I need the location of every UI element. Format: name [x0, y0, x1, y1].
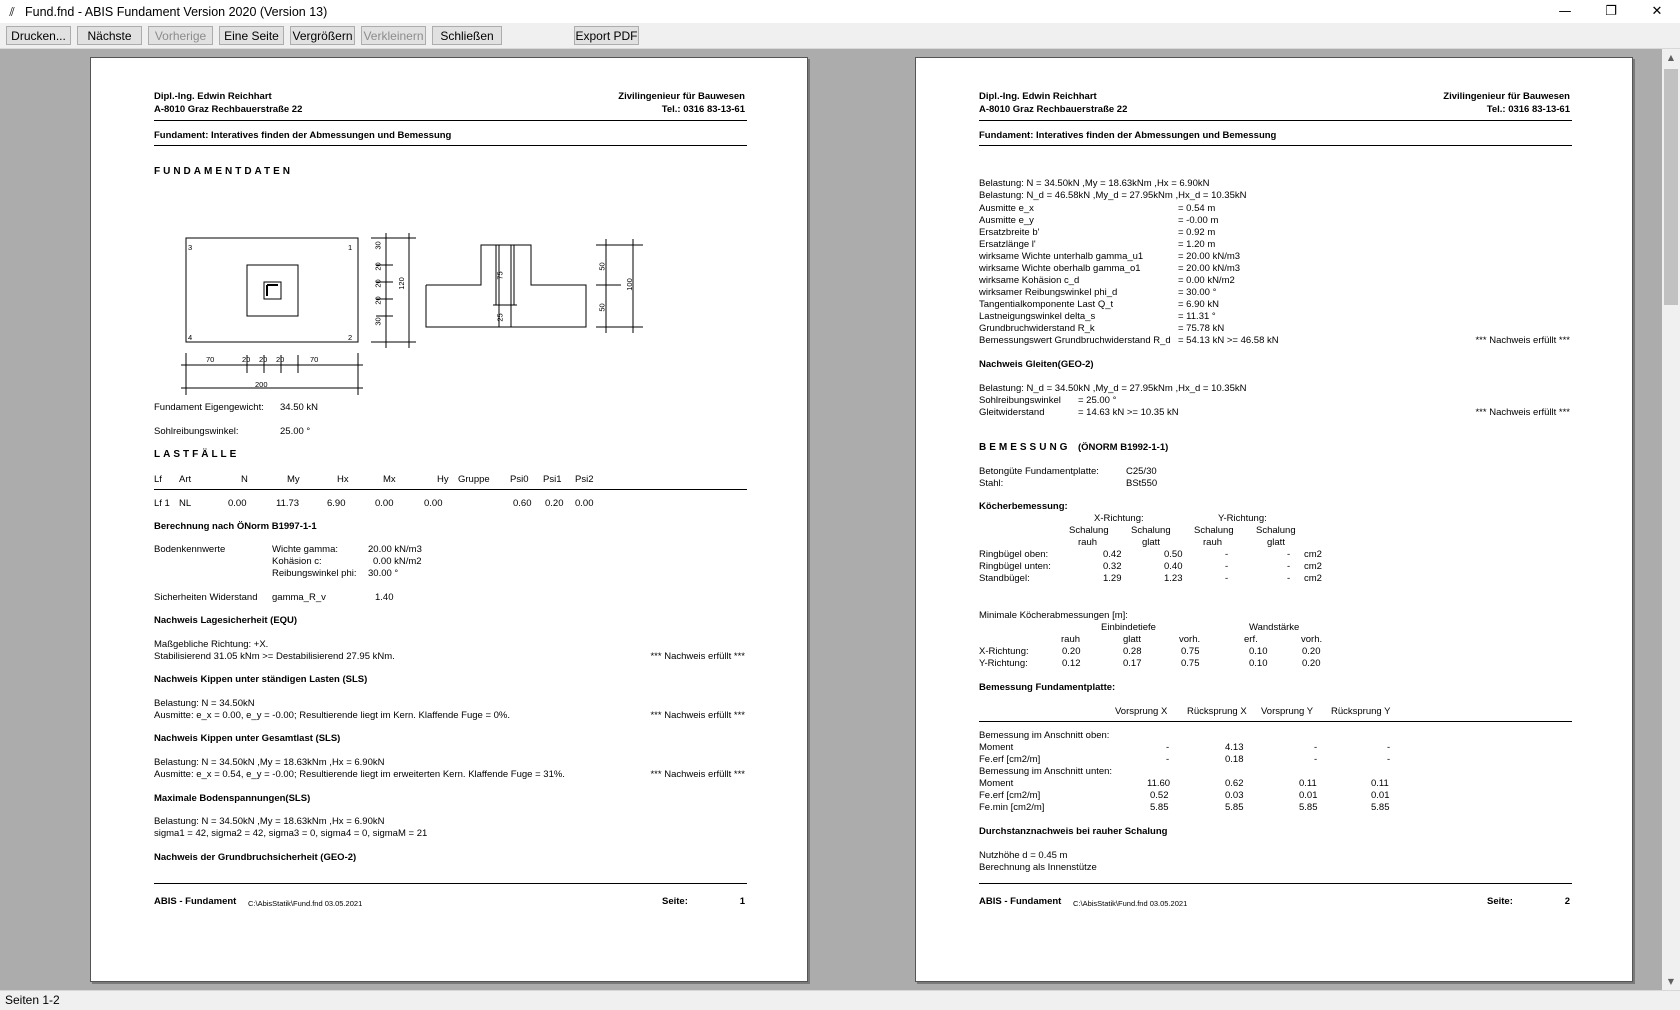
bfp-header-vy: Vorsprung Y: [1261, 706, 1314, 717]
boden-label: Bodenkennwerte: [154, 544, 226, 555]
lf-cell-hx: 6.90: [327, 498, 346, 509]
koecher-title: Köcherbemessung:: [979, 501, 1068, 512]
header-name: Dipl.-Ing. Edwin Reichhart: [154, 91, 272, 102]
lf-header-lf: Lf: [154, 474, 162, 485]
reibung-value: 30.00 °: [368, 568, 399, 579]
lf-cell-mx: 0.00: [375, 498, 394, 509]
param-label: Ersatzlänge l': [979, 239, 1036, 250]
previous-page-button[interactable]: Vorherige: [148, 26, 213, 45]
footer-page-number: 1: [739, 896, 745, 907]
footer-path: C:\AbisStatik\Fund.fnd 03.05.2021: [1073, 899, 1188, 908]
sicherheit-value: 1.40: [375, 592, 394, 603]
stahl-value: BSt550: [1126, 478, 1158, 489]
corner-label-4: 4: [188, 333, 193, 342]
section-dim-25: 25: [495, 313, 505, 322]
lf-header-art: Art: [179, 474, 192, 485]
param-value: = 20.00 kN/m3: [1178, 251, 1241, 262]
lf-cell-psi1: 0.20: [545, 498, 564, 509]
close-preview-button[interactable]: Schließen: [432, 26, 502, 45]
param-value: = 30.00 °: [1178, 287, 1217, 298]
preview-viewport[interactable]: [0, 49, 1662, 990]
dim-v-2: 20: [373, 262, 383, 271]
dim-h-2: 20: [242, 355, 251, 364]
vertical-scrollbar[interactable]: [1662, 49, 1680, 990]
lf-cell-lf: Lf 1: [154, 498, 170, 509]
scroll-down-icon[interactable]: ▼: [1667, 977, 1675, 986]
bemessung-norm: (ÖNORM B1992-1-1): [1078, 442, 1169, 453]
scrollbar-thumb[interactable]: [1664, 69, 1678, 305]
dim-h-3: 20: [259, 355, 268, 364]
koecher-row-label: Ringbügel oben:: [979, 549, 1049, 560]
bodenspannung-line-1: Belastung: N = 34.50kN ,My = 18.63kNm ,Hx = 6.90kN: [154, 816, 385, 827]
dim-v-3: 20: [373, 279, 383, 288]
foundation-section-drawing: [421, 233, 651, 353]
koecher-cell: -: [1287, 561, 1291, 572]
eigengewicht-label: Fundament Eigengewicht:: [154, 402, 264, 413]
param-label: Ausmitte e_x: [979, 203, 1034, 214]
bodenspannung-line-2: sigma1 = 42, sigma2 = 42, sigma3 = 0, sigma4 = 0, sigmaM = 21: [154, 828, 428, 839]
bfp-cell: 0.62: [1225, 778, 1244, 789]
dim-v-4: 20: [373, 296, 383, 305]
bfp-cell: 11.60: [1147, 778, 1171, 789]
schalung-label: Schalung: [1194, 525, 1234, 536]
min-cell: 0.75: [1181, 646, 1200, 657]
bfp-cell: 5.85: [1225, 802, 1244, 813]
section-lastfaelle: LASTFÄLLE: [154, 449, 240, 460]
param-label: Bemessungswert Grundbruchwiderstand R_d: [979, 335, 1171, 346]
export-pdf-button[interactable]: Export PDF: [574, 26, 639, 45]
param-label: wirksamer Reibungswinkel phi_d: [979, 287, 1118, 298]
koecher-cell: 0.42: [1103, 549, 1122, 560]
header-profession: Zivilingenieur für Bauwesen: [618, 91, 745, 102]
bfp-row-label: Moment: [979, 742, 1014, 753]
bfp-title: Bemessung Fundamentplatte:: [979, 682, 1116, 693]
durchstanz-line-2: Berechnung als Innenstütze: [979, 862, 1097, 873]
sls1-ok: *** Nachweis erfüllt ***: [650, 710, 745, 721]
gleiten-line-1: Belastung: N_d = 34.50kN ,My_d = 27.95kNm ,Hx_d = 10.35kN: [979, 383, 1247, 394]
header-tel: Tel.: 0316 83-13-61: [661, 104, 745, 115]
section-dim-50-bottom: 50: [597, 303, 607, 312]
param-value: = 0.00 kN/m2: [1178, 275, 1235, 286]
footer-line: [979, 883, 1572, 884]
min-cell: 0.10: [1249, 658, 1268, 669]
gleiten-widerstand-value: = 14.63 kN >= 10.35 kN: [1078, 407, 1179, 418]
param-value: = 75.78 kN: [1178, 323, 1225, 334]
sls1-line-1: Belastung: N = 34.50kN: [154, 698, 255, 709]
lf-header-my: My: [287, 474, 300, 485]
lf-cell-hy: 0.00: [424, 498, 443, 509]
sls2-title: Nachweis Kippen unter Gesamtlast (SLS): [154, 733, 341, 744]
eigengewicht-value: 34.50 kN: [280, 402, 319, 413]
status-pages: Seiten 1-2: [5, 993, 60, 1007]
koecher-y-richtung: Y-Richtung:: [1218, 513, 1267, 524]
param-value: = 54.13 kN >= 46.58 kN: [1178, 335, 1279, 346]
footer-path: C:\AbisStatik\Fund.fnd 03.05.2021: [248, 899, 363, 908]
kohaesion-value: 0.00 kN/m2: [373, 556, 422, 567]
schalung-label: Schalung: [1256, 525, 1296, 536]
param-label: wirksame Kohäsion c_d: [979, 275, 1080, 286]
min-row-label: Y-Richtung:: [979, 658, 1028, 669]
footer-app: ABIS - Fundament: [154, 896, 237, 907]
scroll-up-icon[interactable]: ▲: [1667, 53, 1675, 62]
min-cell: 0.20: [1302, 646, 1321, 657]
equ-line-1: Maßgebliche Richtung: +X.: [154, 639, 269, 650]
bfp-cell: -: [1387, 754, 1391, 765]
param-label: wirksame Wichte unterhalb gamma_u1: [979, 251, 1144, 262]
param-value: = 11.31 °: [1178, 311, 1216, 322]
param-value: = -0.00 m: [1178, 215, 1219, 226]
sls2-ok: *** Nachweis erfüllt ***: [650, 769, 745, 780]
corner-label-2: 2: [348, 333, 353, 342]
rauh-label: rauh: [1203, 537, 1223, 548]
einbindetiefe-label: Einbindetiefe: [1101, 622, 1156, 633]
min-row-label: X-Richtung:: [979, 646, 1029, 657]
header-name: Dipl.-Ing. Edwin Reichhart: [979, 91, 1097, 102]
dim-v-total: 120: [396, 277, 406, 290]
belastung-line-1: Belastung: N = 34.50kN ,My = 18.63kNm ,Hx = 6.90kN: [979, 178, 1210, 189]
dim-v-1: 30: [373, 241, 383, 250]
bfp-cell: 0.01: [1371, 790, 1390, 801]
next-page-button[interactable]: Nächste: [77, 26, 142, 45]
min-vorh-label: vorh.: [1179, 634, 1201, 645]
header-profession: Zivilingenieur für Bauwesen: [1443, 91, 1570, 102]
bfp-cell: -: [1387, 742, 1391, 753]
min-cell: 0.20: [1062, 646, 1081, 657]
sls1-line-2: Ausmitte: e_x = 0.00, e_y = -0.00; Resultierende liegt im Kern. Klaffende Fuge = 0%.: [154, 710, 511, 721]
equ-title: Nachweis Lagesicherheit (EQU): [154, 615, 298, 626]
bfp-header-ry: Rücksprung Y: [1331, 706, 1391, 717]
param-label: Tangentialkomponente Last Q_t: [979, 299, 1114, 310]
min-rauh-label: rauh: [1061, 634, 1081, 645]
bfp-table-line: [979, 721, 1572, 722]
beton-value: C25/30: [1126, 466, 1157, 477]
corner-label-3: 3: [188, 243, 193, 252]
bfp-cell: 0.18: [1225, 754, 1244, 765]
page-1: [90, 57, 808, 982]
dim-v-5: 30: [373, 317, 383, 326]
min-erf-label: erf.: [1244, 634, 1258, 645]
koecher-cell: -: [1225, 549, 1229, 560]
berechnung-title: Berechnung nach ÖNorm B1997-1-1: [154, 521, 317, 532]
zoom-out-button[interactable]: Verkleinern: [361, 26, 426, 45]
koecher-unit: cm2: [1304, 573, 1322, 584]
param-label: Ausmitte e_y: [979, 215, 1034, 226]
bfp-cell: -: [1314, 742, 1318, 753]
sicherheit-symbol: gamma_R_v: [272, 592, 326, 603]
footer-page-number: 2: [1564, 896, 1570, 907]
koecher-cell: 1.23: [1164, 573, 1183, 584]
header-line: [979, 145, 1572, 146]
param-value: = 20.00 kN/m3: [1178, 263, 1241, 274]
app-icon: ⫽: [9, 4, 15, 19]
dim-h-total: 200: [255, 380, 268, 389]
gleiten-sohl-label: Sohlreibungswinkel: [979, 395, 1061, 406]
footer-line: [154, 883, 747, 884]
koecher-unit: cm2: [1304, 561, 1322, 572]
geo-title: Nachweis der Grundbruchsicherheit (GEO-2): [154, 852, 357, 863]
section-dim-50-top: 50: [597, 262, 607, 271]
min-cell: 0.10: [1249, 646, 1268, 657]
param-label: Ersatzbreite b': [979, 227, 1040, 238]
min-cell: 0.12: [1062, 658, 1081, 669]
sls2-line-1: Belastung: N = 34.50kN ,My = 18.63kNm ,Hx = 6.90kN: [154, 757, 385, 768]
equ-ok: *** Nachweis erfüllt ***: [650, 651, 745, 662]
lf-cell-psi0: 0.60: [513, 498, 532, 509]
bfp-cell: -: [1314, 754, 1318, 765]
durchstanz-title: Durchstanznachweis bei rauher Schalung: [979, 826, 1168, 837]
bemessung-title: BEMESSUNG: [979, 442, 1071, 453]
bfp-cell: 5.85: [1371, 802, 1390, 813]
section-dim-total: 100: [624, 278, 634, 291]
dim-h-5: 70: [310, 355, 319, 364]
header-line: [154, 145, 747, 146]
min-cell: 0.75: [1181, 658, 1200, 669]
lf-header-psi0: Psi0: [510, 474, 529, 485]
sls1-title: Nachweis Kippen unter ständigen Lasten (SLS): [154, 674, 368, 685]
lf-header-n: N: [241, 474, 248, 485]
dim-h-1: 70: [206, 355, 215, 364]
param-value: = 0.92 m: [1178, 227, 1216, 238]
wichte-value: 20.00 kN/m3: [368, 544, 422, 555]
window-title: Fund.fnd - ABIS Fundament Version 2020 (Version 13): [25, 4, 328, 19]
koecher-cell: 0.50: [1164, 549, 1183, 560]
lf-cell-my: 11.73: [276, 498, 300, 509]
header-subject: Fundament: Interatives finden der Abmessungen und Bemessung: [979, 130, 1277, 141]
bfp-cell: 0.52: [1150, 790, 1169, 801]
bfp-header-rx: Rücksprung X: [1187, 706, 1247, 717]
footer-app: ABIS - Fundament: [979, 896, 1062, 907]
min-cell: 0.17: [1123, 658, 1142, 669]
bfp-row-label: Moment: [979, 778, 1014, 789]
param-value: = 1.20 m: [1178, 239, 1216, 250]
gleiten-title: Nachweis Gleiten(GEO-2): [979, 359, 1094, 370]
minkoecher-title: Minimale Köcherabmessungen [m]:: [979, 610, 1128, 621]
schalung-label: Schalung: [1069, 525, 1109, 536]
min-cell: 0.20: [1302, 658, 1321, 669]
min-glatt-label: glatt: [1123, 634, 1141, 645]
koecher-cell: 0.40: [1164, 561, 1183, 572]
header-tel: Tel.: 0316 83-13-61: [1486, 104, 1570, 115]
header-line: [154, 120, 747, 121]
one-page-button[interactable]: Eine Seite: [219, 26, 284, 45]
lf-cell-art: NL: [179, 498, 192, 509]
header-address: A-8010 Graz Rechbauerstraße 22: [154, 104, 303, 115]
anschnitt-unten-label: Bemessung im Anschnitt unten:: [979, 766, 1113, 777]
gleiten-sohl-value: = 25.00 °: [1078, 395, 1117, 406]
corner-label-1: 1: [348, 243, 353, 252]
gleiten-widerstand-label: Gleitwiderstand: [979, 407, 1045, 418]
bfp-header-vx: Vorsprung X: [1115, 706, 1168, 717]
schalung-label: Schalung: [1131, 525, 1171, 536]
bfp-cell: 4.13: [1225, 742, 1244, 753]
bfp-cell: 5.85: [1299, 802, 1318, 813]
reibung-label: Reibungswinkel phi:: [272, 568, 357, 579]
lf-cell-psi2: 0.00: [575, 498, 594, 509]
print-button[interactable]: Drucken...: [6, 26, 71, 45]
bfp-row-label: Fe.erf [cm2/m]: [979, 790, 1041, 801]
bfp-row-label: Fe.erf [cm2/m]: [979, 754, 1041, 765]
lf-header-mx: Mx: [383, 474, 396, 485]
section-dim-75: 75: [495, 271, 505, 280]
header-address: A-8010 Graz Rechbauerstraße 22: [979, 104, 1128, 115]
sohlreibung-value: 25.00 °: [280, 426, 311, 437]
wichte-label: Wichte gamma:: [272, 544, 338, 555]
bfp-cell: 0.01: [1299, 790, 1318, 801]
bodenspannung-title: Maximale Bodenspannungen(SLS): [154, 793, 311, 804]
status-bar: [0, 990, 1680, 1010]
header-subject: Fundament: Interatives finden der Abmessungen und Bemessung: [154, 130, 452, 141]
beton-label: Betongüte Fundamentplatte:: [979, 466, 1099, 477]
belastung-line-2: Belastung: N_d = 46.58kN ,My_d = 27.95kNm ,Hx_d = 10.35kN: [979, 190, 1247, 201]
bfp-cell: -: [1166, 754, 1170, 765]
gleiten-ok: *** Nachweis erfüllt ***: [1475, 407, 1570, 418]
lf-header-hx: Hx: [337, 474, 349, 485]
koecher-cell: -: [1225, 573, 1229, 584]
minimize-button[interactable]: —: [1558, 4, 1572, 19]
bfp-cell: 5.85: [1150, 802, 1169, 813]
param-label: wirksame Wichte oberhalb gamma_o1: [979, 263, 1141, 274]
durchstanz-line-1: Nutzhöhe d = 0.45 m: [979, 850, 1068, 861]
grundbruch-ok: *** Nachweis erfüllt ***: [1475, 335, 1570, 346]
glatt-label: glatt: [1142, 537, 1160, 548]
koecher-cell: 0.32: [1103, 561, 1122, 572]
param-label: Lastneigungswinkel delta_s: [979, 311, 1096, 322]
footer-page-label: Seite:: [1487, 896, 1513, 907]
param-value: = 6.90 kN: [1178, 299, 1219, 310]
toolbar: [0, 23, 1680, 49]
footer-page-label: Seite:: [662, 896, 688, 907]
param-value: = 0.54 m: [1178, 203, 1216, 214]
lf-header-hy: Hy: [437, 474, 449, 485]
kohaesion-label: Kohäsion c:: [272, 556, 322, 567]
koecher-row-label: Standbügel:: [979, 573, 1030, 584]
wandstaerke-label: Wandstärke: [1249, 622, 1300, 633]
koecher-cell: -: [1225, 561, 1229, 572]
koecher-x-richtung: X-Richtung:: [1094, 513, 1144, 524]
sicherheit-label: Sicherheiten Widerstand: [154, 592, 258, 603]
koecher-row-label: Ringbügel unten:: [979, 561, 1051, 572]
lf-cell-n: 0.00: [228, 498, 247, 509]
bfp-cell: -: [1166, 742, 1170, 753]
koecher-cell: 1.29: [1103, 573, 1122, 584]
bfp-cell: 0.11: [1299, 778, 1317, 789]
bfp-row-label: Fe.min [cm2/m]: [979, 802, 1045, 813]
bfp-cell: 0.11: [1371, 778, 1389, 789]
zoom-in-button[interactable]: Vergrößern: [290, 26, 355, 45]
lf-header-gruppe: Gruppe: [458, 474, 490, 485]
section-fundamentdaten: FUNDAMENTDATEN: [154, 166, 294, 177]
koecher-cell: -: [1287, 573, 1291, 584]
page-2: [915, 57, 1633, 982]
anschnitt-oben-label: Bemessung im Anschnitt oben:: [979, 730, 1110, 741]
lf-table-line: [154, 489, 747, 490]
lf-header-psi1: Psi1: [543, 474, 562, 485]
min-vorh-label: vorh.: [1301, 634, 1323, 645]
rauh-label: rauh: [1078, 537, 1098, 548]
header-line: [979, 120, 1572, 121]
glatt-label: glatt: [1267, 537, 1285, 548]
min-cell: 0.28: [1123, 646, 1142, 657]
param-label: Grundbruchwiderstand R_k: [979, 323, 1095, 334]
close-window-button[interactable]: ✕: [1651, 4, 1663, 19]
lf-header-psi2: Psi2: [575, 474, 594, 485]
koecher-unit: cm2: [1304, 549, 1322, 560]
stahl-label: Stahl:: [979, 478, 1004, 489]
sls2-line-2: Ausmitte: e_x = 0.54, e_y = -0.00; Resultierende liegt im erweiterten Kern. Klaffende Fuge = 31%.: [154, 769, 565, 780]
equ-line-2: Stabilisierend 31.05 kNm >= Destabilisierend 27.95 kNm.: [154, 651, 395, 662]
bfp-cell: 0.03: [1225, 790, 1244, 801]
sohlreibung-label: Sohlreibungswinkel:: [154, 426, 239, 437]
title-bar: [0, 0, 1680, 23]
dim-h-4: 20: [276, 355, 285, 364]
maximize-button[interactable]: ❐: [1605, 4, 1617, 19]
koecher-cell: -: [1287, 549, 1291, 560]
